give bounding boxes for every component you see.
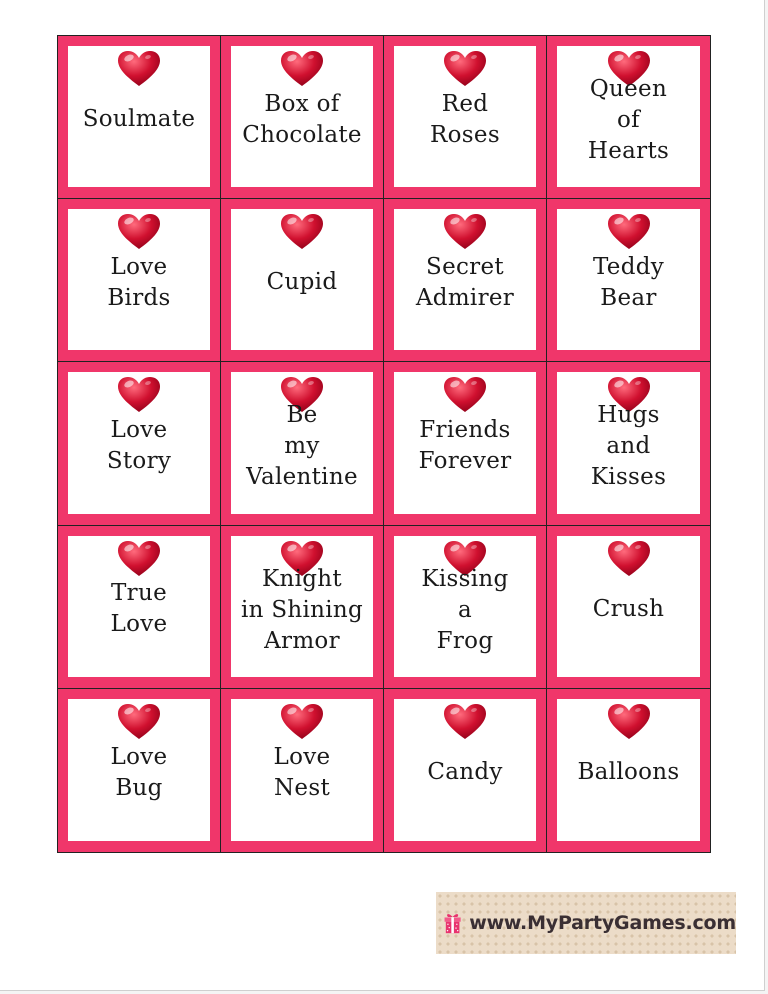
- bingo-card: [221, 689, 384, 852]
- card-word: Be my Valentine: [246, 402, 358, 491]
- bingo-card: [547, 362, 710, 525]
- card-face: [68, 699, 210, 841]
- card-word: Soulmate: [82, 106, 196, 133]
- card-face: [557, 536, 700, 677]
- bingo-card: [384, 362, 547, 525]
- bingo-card: [58, 36, 221, 199]
- card-face: [231, 209, 373, 350]
- bingo-card: [547, 199, 710, 362]
- card-face: [231, 699, 373, 841]
- card-word: Box of Chocolate: [242, 90, 362, 148]
- card-face: [394, 372, 536, 513]
- bingo-card: [384, 36, 547, 199]
- card-word: Hugs and Kisses: [590, 402, 667, 491]
- bingo-card: [547, 36, 710, 199]
- card-word: Red Roses: [430, 90, 500, 148]
- card-face: [68, 46, 210, 187]
- bingo-card: [221, 199, 384, 362]
- bingo-card: [221, 362, 384, 525]
- card-word: Secret Admirer: [415, 253, 515, 311]
- gift-box-icon: [442, 896, 463, 950]
- card-face: [231, 536, 373, 677]
- card-face: [557, 372, 700, 513]
- card-word: Love Story: [106, 416, 172, 474]
- card-word: Teddy Bear: [592, 253, 665, 311]
- card-face: [557, 209, 700, 350]
- site-logo[interactable]: [436, 892, 736, 954]
- card-word: Love Nest: [273, 743, 331, 801]
- card-word: Cupid: [266, 269, 338, 296]
- bingo-card: [547, 526, 710, 689]
- site-url[interactable]: www.MyPartyGames.com: [469, 912, 736, 934]
- card-word: Friends Forever: [418, 416, 512, 474]
- card-face: [557, 46, 700, 187]
- card-face: [68, 209, 210, 350]
- bingo-card: [547, 689, 710, 852]
- card-face: [394, 699, 536, 841]
- card-face: [231, 372, 373, 513]
- bingo-card-grid: [57, 35, 711, 853]
- bingo-card: [58, 199, 221, 362]
- card-face: [394, 209, 536, 350]
- bingo-card: [384, 526, 547, 689]
- card-face: [68, 536, 210, 677]
- card-word: True Love: [110, 580, 168, 638]
- card-word: Love Birds: [107, 253, 171, 311]
- bingo-card: [384, 199, 547, 362]
- bingo-card: [384, 689, 547, 852]
- card-word: Candy: [427, 759, 503, 786]
- card-face: [557, 699, 700, 841]
- card-word: Crush: [592, 595, 665, 622]
- bingo-card: [221, 526, 384, 689]
- card-face: [394, 536, 536, 677]
- card-face: [68, 372, 210, 513]
- bingo-card: [58, 362, 221, 525]
- bingo-card: [58, 689, 221, 852]
- card-word: Kissing a Frog: [421, 565, 509, 654]
- card-word: Knight in Shining Armor: [240, 565, 364, 654]
- card-word: Balloons: [577, 759, 680, 786]
- card-face: [394, 46, 536, 187]
- bingo-card: [58, 526, 221, 689]
- card-face: [231, 46, 373, 187]
- bingo-card: [221, 36, 384, 199]
- card-word: Love Bug: [110, 743, 168, 801]
- card-word: Queen of Hearts: [587, 76, 670, 164]
